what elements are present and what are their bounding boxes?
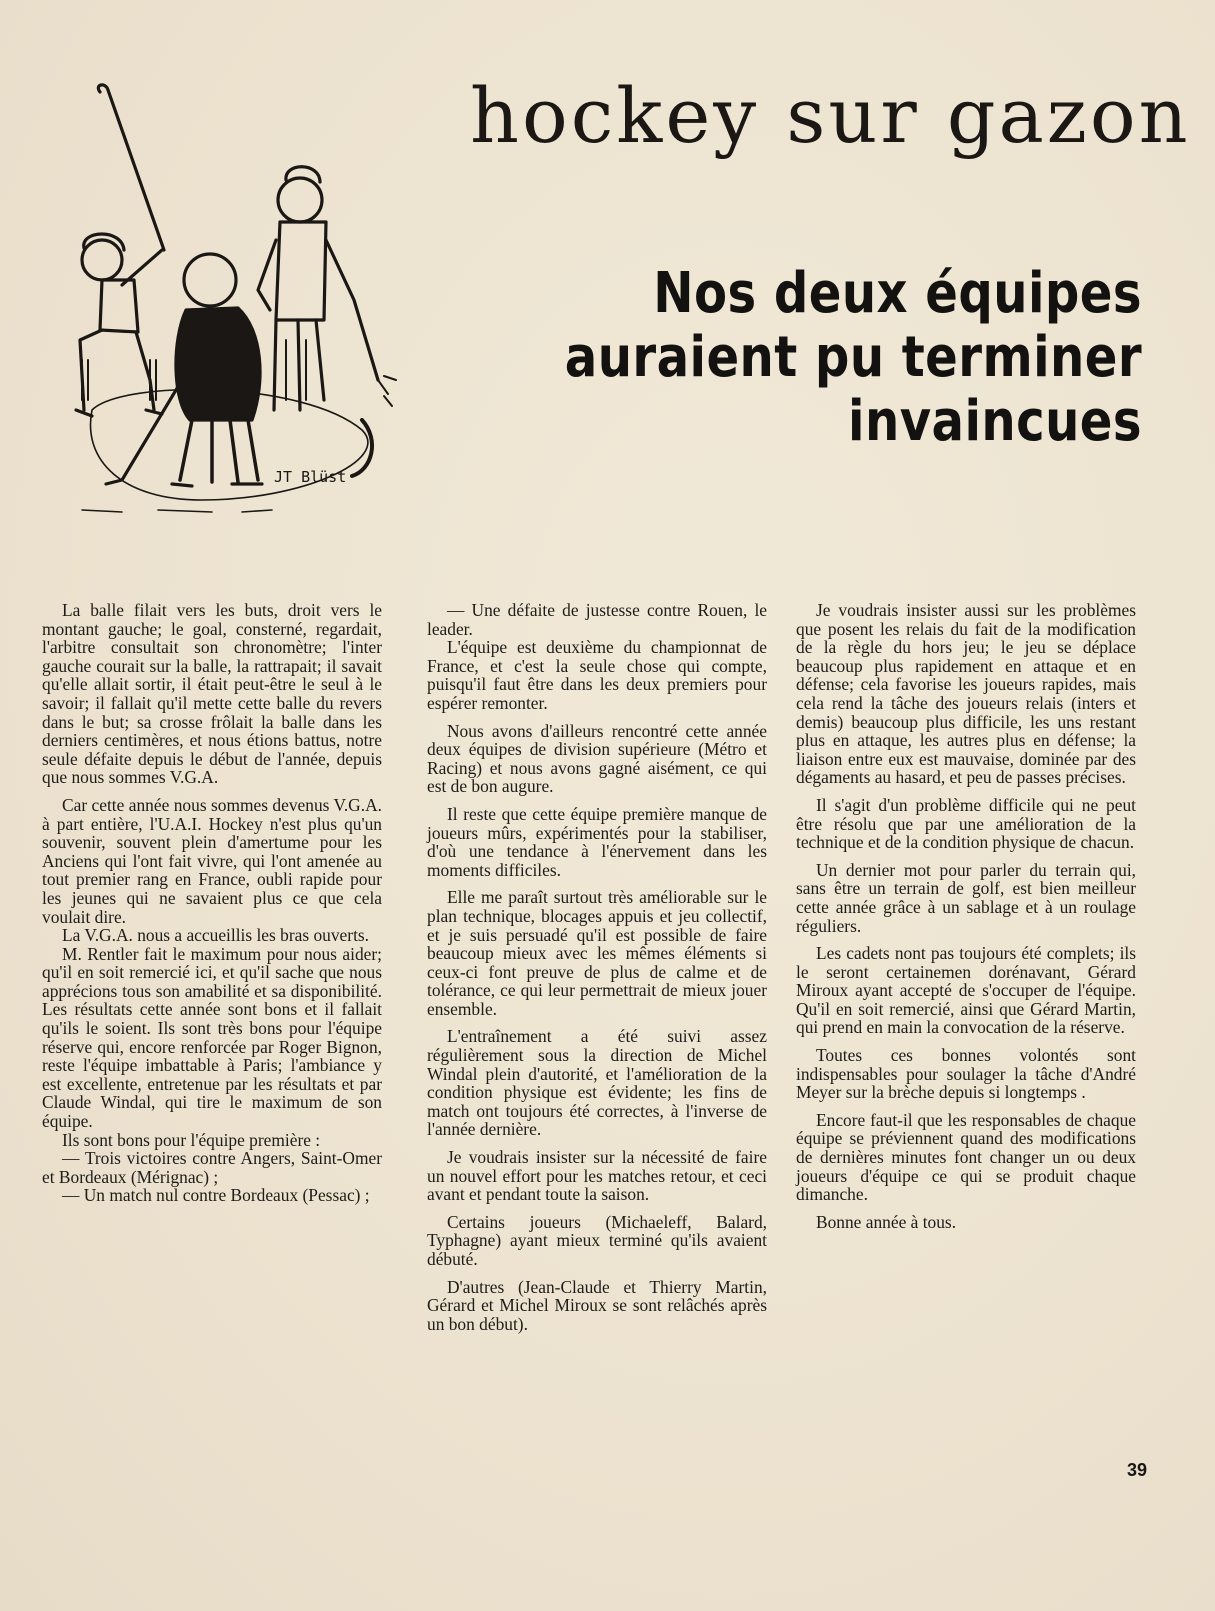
article-headline (564, 262, 1142, 454)
paragraph: — Trois victoires contre Angers, Saint-Omer et Bordeaux (Mérignac) ; (42, 1148, 382, 1187)
paragraph: Les cadets nont pas toujours été complets; ils le seront certainemen dorénavant, Gérard Miroux ayant accepté de s'occuper de l'équipe. Qu'il en soit remercié, ainsi que Gérard Martin, qui prend en main la convocation de la réserve. (796, 943, 1136, 1038)
column-1 (42, 601, 382, 1205)
paragraph: D'autres (Jean-Claude et Thierry Martin, Gérard et Michel Miroux se sont relâchés après un bon début). (427, 1276, 767, 1334)
paragraph: Un dernier mot pour parler du terrain qui, sans être un terrain de golf, est bien meilleur cette année grâce à un sablage et à un roulage réguliers. (796, 859, 1136, 936)
paragraph: Il reste que cette équipe première manque de joueurs mûrs, expérimentés pour la stabiliser, d'où une tendance à l'énervement dans les moments difficiles. (427, 803, 767, 880)
illustration-signature: JT Blüst (274, 468, 347, 486)
paragraph: — Une défaite de justesse contre Rouen, le leader. (427, 600, 767, 639)
article-body (40, 601, 1185, 1501)
page-number: 39 (1126, 1460, 1147, 1480)
hockey-players-illustration (62, 80, 402, 540)
paragraph: — Un match nul contre Bordeaux (Pessac) ; (62, 1185, 370, 1206)
hockey-players-sketch-icon (76, 85, 396, 512)
headline-line-2: auraient pu terminer (564, 325, 1142, 390)
paragraph: Car cette année nous sommes devenus V.G.A. à part entière, l'U.A.I. Hockey n'est plus qu'un souvenir, souvent plein d'amertume pour les Anciens qui l'ont fait vivre, qui l'ont amenée au tout premier rang en France, oubli rapide pour les jeunes qui ne savaient plus ce que cela voulait dire. (42, 794, 382, 927)
paragraph: Ils sont bons pour l'équipe première : (62, 1129, 321, 1150)
paragraph: M. Rentler fait le maximum pour nous aider; qu'il en soit remercié ici, et qu'il sache que nous apprécions tous son amabilité et sa disponibilité. Les résultats cette année sont bons et il fallait qu'ils le soient. Ils sont très bons pour l'équipe réserve qui, encore renforcée par Roger Bignon, reste l'équipe imbattable à Paris; l'ambiance y est excellente, entretenue par les résultats et par Claude Windal, qui tire le maximum de son équipe. (42, 943, 382, 1132)
column-2 (427, 601, 767, 1342)
paragraph: Elle me paraît surtout très améliorable sur le plan technique, blocages appuis et jeu collectif, et je suis persuadé qu'il est possible de faire beaucoup mieux avec les mêmes éléments si ceux-ci font preuve de plus de calme et de tolérance, ce qui leur permettrait de mieux jouer ensemble. (427, 887, 767, 1019)
column-3 (796, 601, 1136, 1240)
paragraph: Encore faut-il que les responsables de chaque équipe se préviennent quand des modifications de dernières minutes font changer un ou deux joueurs d'équipe ce qui se produit chaque dimanche. (796, 1109, 1136, 1205)
paragraph: Nous avons d'ailleurs rencontré cette année deux équipes de division supérieure (Métro et Racing) et nous avons gagné aisément, ce qui est de bon augure. (427, 720, 767, 797)
paragraph: La V.G.A. nous a accueillis les bras ouverts. (62, 925, 370, 946)
paragraph: L'équipe est deuxième du championnat de France, et c'est la seule chose qui compte, puisqu'il faut être dans les deux premiers pour espérer remonter. (427, 637, 767, 713)
paragraph: La balle filait vers les buts, droit vers le montant gauche; le goal, consterné, regardait, l'arbitre consultait son chronomètre; l'inter gauche courait sur la balle, la rattrapait; il savait qu'elle allait sortir, il était peut-être le seul à le savoir; il fallait qu'il mette cette balle du revers dans le but; sa crosse frôlait la balle dans les derniers centimères, et nous étions battus, notre seule défaite depuis le début de l'année, depuis que nous sommes V.G.A. (42, 600, 382, 788)
paragraph: L'entraînement a été suivi assez régulièrement sous la direction de Michel Windal plein d'autorité, et l'amélioration de la condition physique est évidente; les fins de match ont toujours été correctes, à l'inverse de l'année dernière. (427, 1026, 767, 1140)
section-title: hockey sur gazon (470, 71, 1191, 160)
paragraph: Je voudrais insister aussi sur les problèmes que posent les relais du fait de la modification de la règle du hors jeu; le jeu se déplace beaucoup plus rapidement en attaque et en défense; cela favorise les joueurs rapides, mais cela rend la tâche des joueurs relais (inters et demis) beaucoup plus difficile, les uns restant plus en attaque, les autres plus en défense; la liaison entre eux est mauvaise, dominée par des dégaments au hasard, et peu de passes précises. (796, 600, 1136, 788)
headline-line-1: Nos deux équipes (653, 261, 1142, 326)
paragraph: Je voudrais insister sur la nécessité de faire un nouvel effort pour les matches retour, et ceci avant et pendant toute la saison. (427, 1147, 767, 1205)
headline-line-3: invaincues (848, 389, 1142, 454)
paragraph: Toutes ces bonnes volontés sont indispensables pour soulager la tâche d'André Meyer sur la brèche depuis si longtemps . (796, 1045, 1136, 1103)
closing-line: Bonne année à tous. (816, 1211, 957, 1232)
paragraph: Il s'agit d'un problème difficile qui ne peut être résolu que par une amélioration de la technique et de la condition physique de chacun. (796, 794, 1136, 853)
paragraph: Certains joueurs (Michaeleff, Balard, Typhagne) ayant mieux terminé qu'ils avaient débuté. (427, 1211, 767, 1269)
